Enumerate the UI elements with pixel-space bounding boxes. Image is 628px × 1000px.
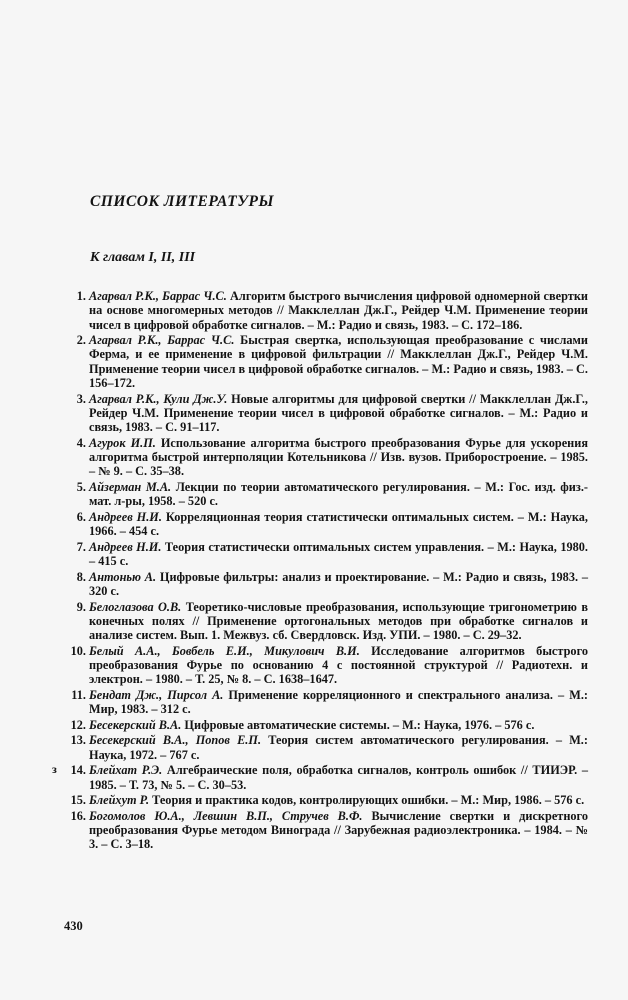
reference-text: Цифровые автоматические системы. – М.: Наука, 1976. – 576 с. xyxy=(181,717,535,732)
reference-text: Теория систем автоматического регулирования. – М.: Наука, 1972. – 767 с. xyxy=(89,733,588,762)
reference-text: Применение корреляционного и спектрального анализа. – М.: Мир, 1983. – 312 с. xyxy=(89,687,588,717)
reference-authors: Агарвал Р.К., Баррас Ч.С. xyxy=(89,333,235,348)
reference-number: 9. xyxy=(76,599,86,614)
reference-authors: Агурок И.П. xyxy=(89,435,156,450)
margin-mark: з xyxy=(52,762,57,777)
reference-item xyxy=(62,733,588,762)
reference-number: 13. xyxy=(70,733,86,748)
reference-text: Теория статистически оптимальных систем управления. – М.: Наука, 1980. – 415 с. xyxy=(89,539,588,569)
section-heading: К главам I, II, III xyxy=(90,250,196,265)
reference-item xyxy=(62,510,588,539)
reference-item xyxy=(52,762,588,792)
reference-authors: Блейхат Р.Э. xyxy=(89,763,163,778)
reference-number: 15. xyxy=(70,793,86,808)
reference-authors: Бесекерский В.А. xyxy=(89,717,182,732)
reference-number: 14. xyxy=(70,763,86,778)
reference-number: 16. xyxy=(70,808,86,823)
reference-item xyxy=(62,333,588,390)
reference-authors: Белый А.А., Бовбель Е.И., Микулович В.И. xyxy=(89,643,360,658)
reference-item xyxy=(62,436,588,479)
reference-text: Лекции по теории автоматического регулирования. – М.: Гос. изд. физ.-мат. л-ры, 1958. – 520 с. xyxy=(89,480,588,509)
reference-authors: Андреев Н.И. xyxy=(89,539,162,554)
reference-authors: Агарвал Р.К., Баррас Ч.С. xyxy=(89,289,227,303)
reference-number: 3. xyxy=(76,391,86,406)
reference-authors: Бесекерский В.А., Попов Е.П. xyxy=(89,733,262,748)
reference-item xyxy=(62,392,588,435)
reference-text: Теоретико-числовые преобразования, использующие тригонометрию в конечных полях // Применение ортогональных методов при обработке сигналов и анализе систем. Вып. 1. Межвуз. сб. Свердловск. Изд. УПИ. – 1980. – С. 29–32. xyxy=(89,599,589,643)
reference-item xyxy=(62,644,588,687)
reference-number: 6. xyxy=(76,509,86,524)
page-number: 430 xyxy=(64,919,83,933)
reference-number: 4. xyxy=(76,435,86,450)
reference-item xyxy=(62,540,588,569)
reference-text: Алгоритм быстрого вычисления цифровой одномерной свертки на основе многомерных методов // Макклеллан Дж.Г., Рейдер Ч.М. Применение теории чисел в цифровой обработке сигналов. – М.: Радио и связь, 1983. – С. 172–186. xyxy=(89,289,588,332)
reference-number: 8. xyxy=(76,569,86,584)
reference-text: Использование алгоритма быстрого преобразования Фурье для ускорения алгоритма быстрой интерполяции Котельникова // Изв. вузов. Приборостроение. – 1985. – № 9. – С. 35–38. xyxy=(89,435,589,479)
reference-text: Исследование алгоритмов быстрого преобразования Фурье по основанию 4 с постоянной структурой // Радиотехн. и электрон. – 1980. – Т. 25, № 8. – С. 1638–1647. xyxy=(89,643,588,687)
reference-item xyxy=(62,718,588,732)
reference-text: Алгебраические поля, обработка сигналов, контроль ошибок // ТИИЭР. – 1985. – Т. 73, № 5. – С. 30–53. xyxy=(89,763,588,792)
reference-number: 2. xyxy=(76,333,86,348)
reference-item xyxy=(62,289,588,332)
reference-number: 5. xyxy=(76,480,86,495)
reference-text: Быстрая свертка, использующая преобразование с числами Ферма, и ее применение в цифровой фильтрации // Макклеллан Дж.Г., Рейдер Ч.М. Применение теории чисел в цифровой обработке сигналов. – М.: Радио и связь, 1983. – С. 156–172. xyxy=(89,333,589,391)
reference-text: Корреляционная теория статистически оптимальных систем. – М.: Наука, 1966. – 454 с. xyxy=(89,509,589,539)
reference-item xyxy=(62,570,588,599)
reference-text: Теория и практика кодов, контролирующих ошибки. – М.: Мир, 1986. – 576 с. xyxy=(149,793,585,808)
reference-authors: Богомолов Ю.А., Левшин В.П., Стручев В.Ф. xyxy=(89,808,363,823)
reference-authors: Агарвал Р.К., Кули Дж.У. xyxy=(89,391,228,406)
reference-item xyxy=(62,793,588,807)
reference-authors: Бендат Дж., Пирсол А. xyxy=(89,687,224,702)
reference-number: 12. xyxy=(70,717,86,732)
reference-item xyxy=(62,688,588,717)
reference-number: 11. xyxy=(71,687,86,702)
reference-number: 10. xyxy=(70,643,86,658)
reference-item xyxy=(62,480,588,509)
reference-authors: Антонью А. xyxy=(89,569,157,584)
reference-number: 1. xyxy=(76,289,86,303)
reference-authors: Блейхут Р. xyxy=(89,793,150,808)
reference-text: Вычисление свертки и дискретного преобразования Фурье методом Винограда // Зарубежная радиоэлектроника. – 1984. – № 3. – С. 3–18. xyxy=(89,808,588,852)
page-title: СПИСОК ЛИТЕРАТУРЫ xyxy=(90,193,274,210)
reference-number: 7. xyxy=(76,539,86,554)
reference-item xyxy=(62,600,588,643)
reference-text: Цифровые фильтры: анализ и проектирование. – М.: Радио и связь, 1983. – 320 с. xyxy=(89,569,588,599)
reference-list xyxy=(52,289,589,853)
reference-authors: Белоглазова О.В. xyxy=(89,599,182,614)
reference-authors: Андреев Н.И. xyxy=(89,509,162,524)
reference-item xyxy=(62,809,588,852)
reference-text: Новые алгоритмы для цифровой свертки // Макклеллан Дж.Г., Рейдер Ч.М. Применение теории чисел в цифровой обработке сигналов. – М.: Радио и связь, 1983. – С. 91–117. xyxy=(89,391,588,435)
reference-authors: Айзерман М.А. xyxy=(89,480,172,495)
